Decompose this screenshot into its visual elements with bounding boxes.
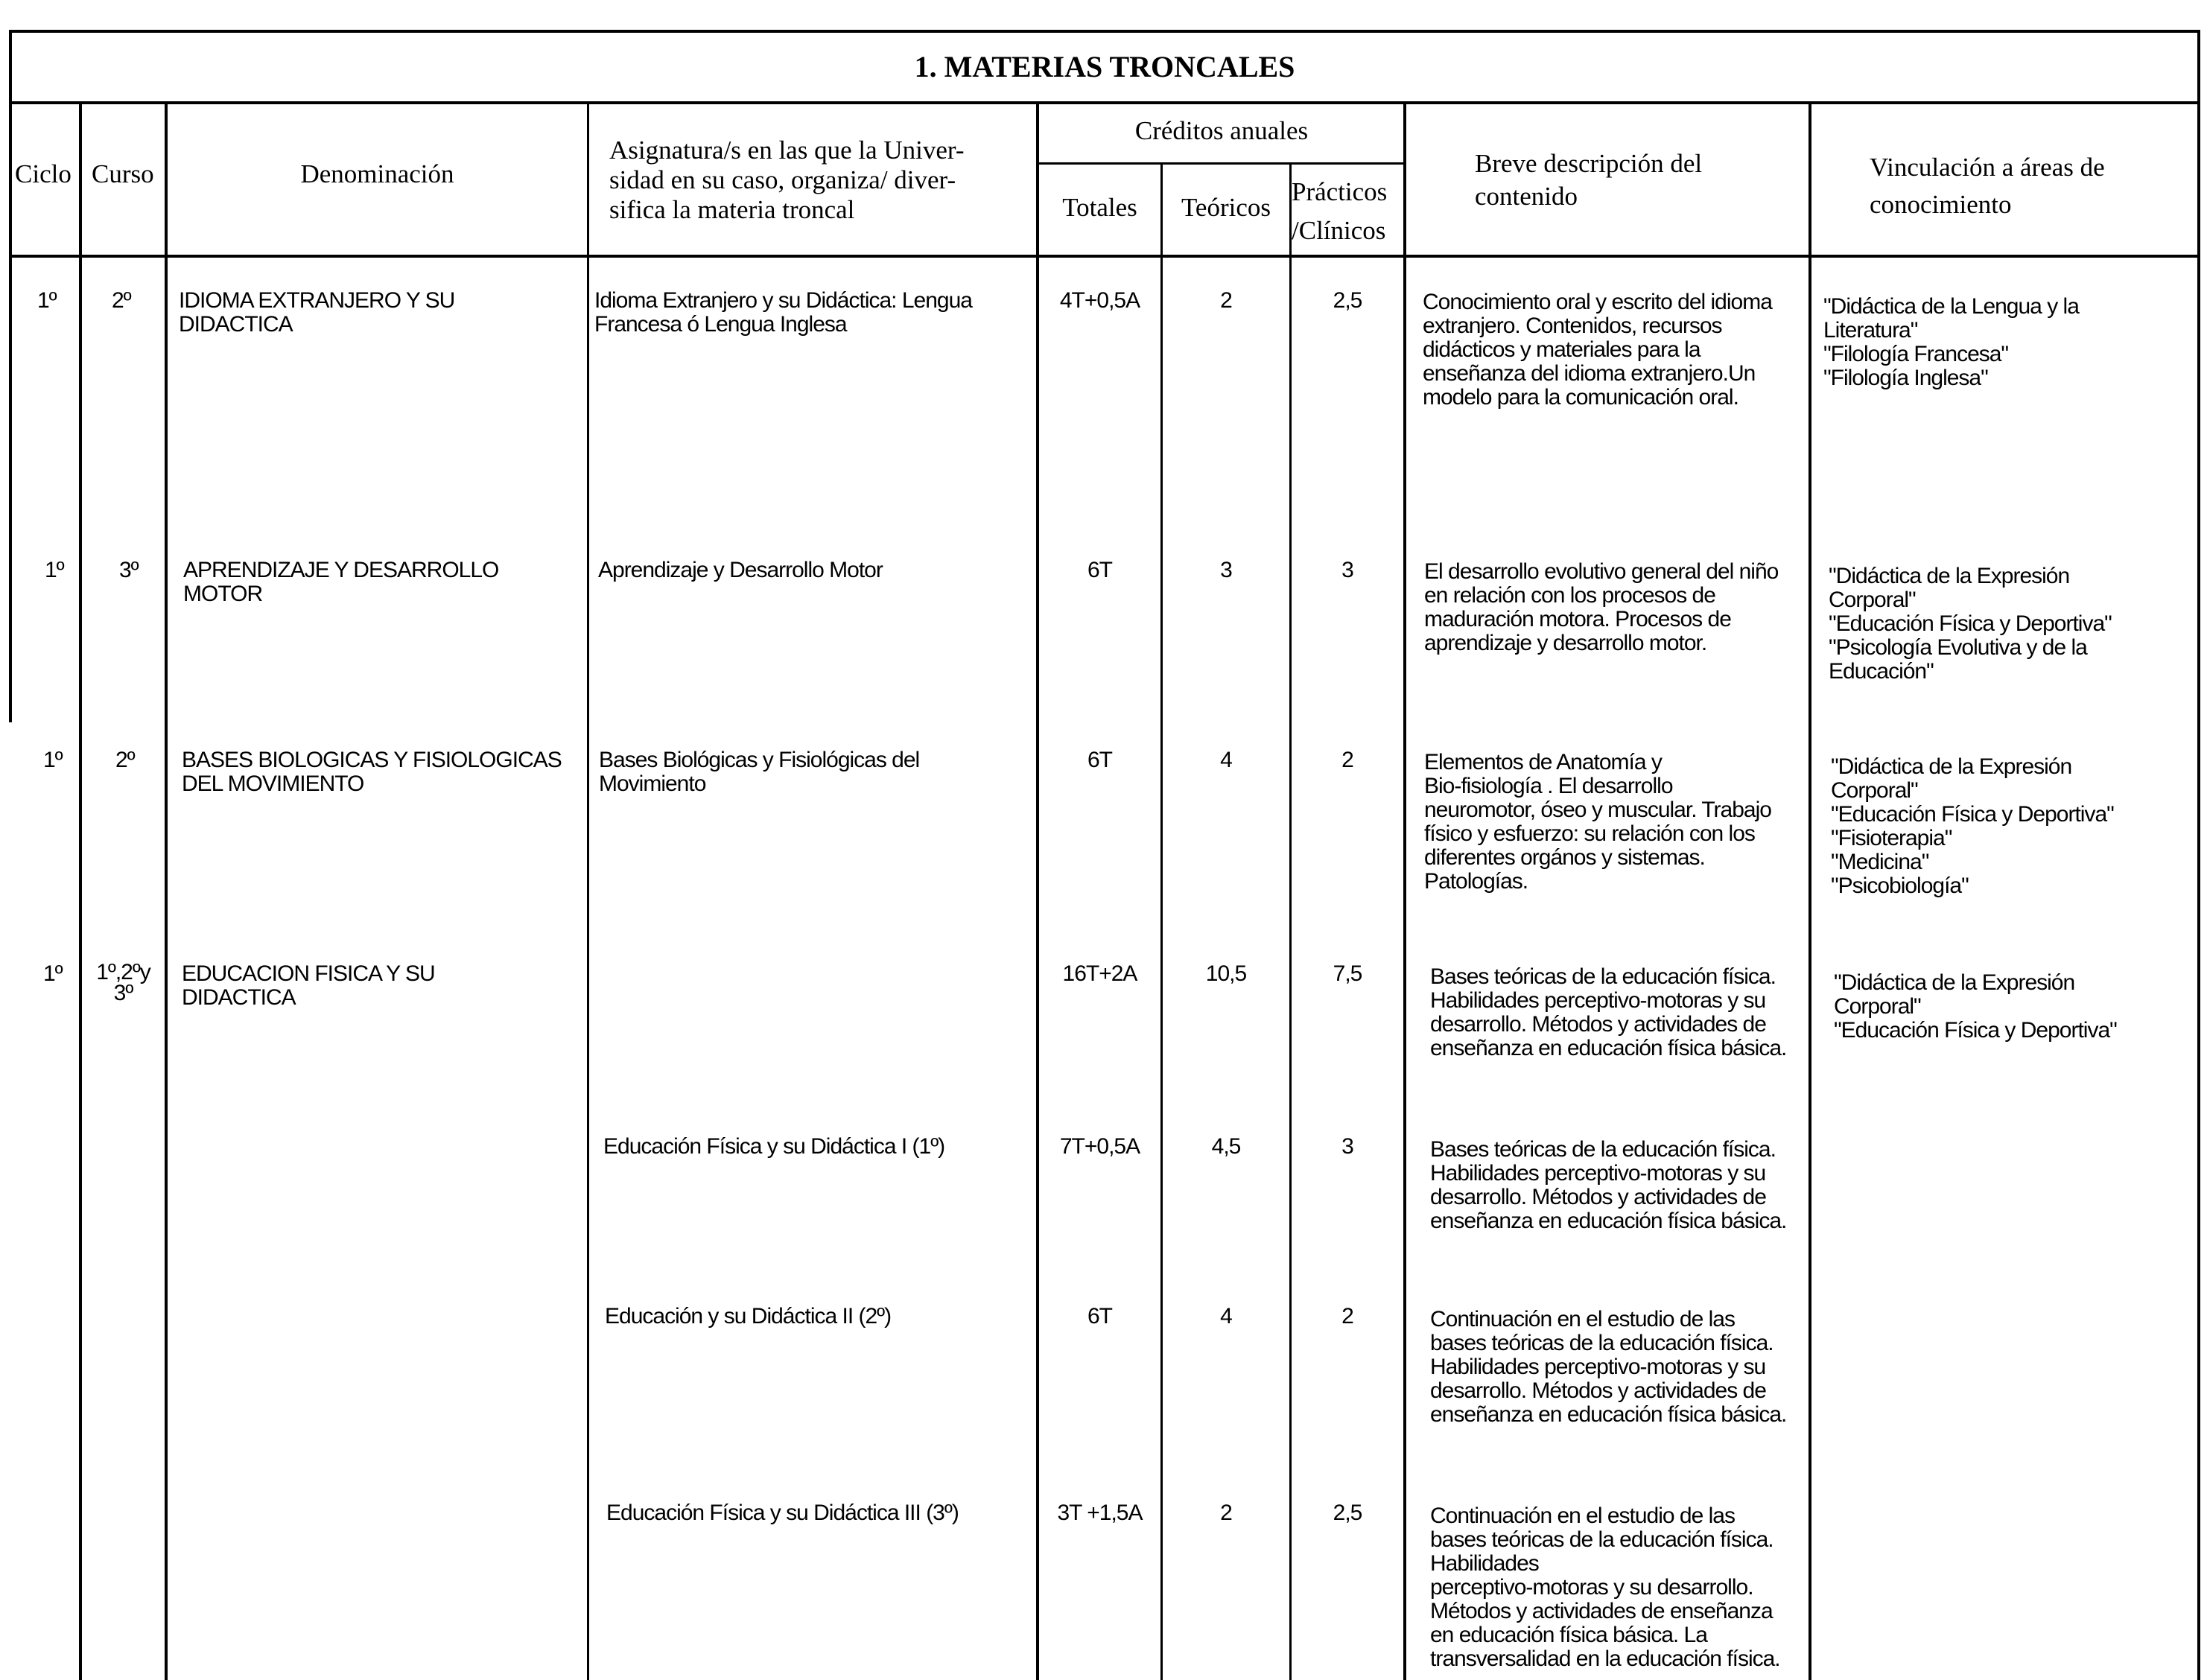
row4-denominacion: EDUCACION FISICA Y SU DIDACTICA [182,961,435,1010]
row3-descripcion: Elementos de Anatomía y Bio-fisiología . El desarrollo neuromotor, óseo y muscular. Trabajo físico y esfuerzo: su relación con los diferentes orgános y sistemas. Patologías. [1424,750,1771,894]
table-right-border [2197,30,2200,1680]
row4-practicos: 7,5 [1333,961,1362,986]
col-divider-practicos [1403,103,1406,1680]
header-curso: Curso [92,159,154,188]
row4-descripcion: Bases teóricas de la educación física. Habilidades perceptivo-motoras y su desarrollo. Métodos y actividades de enseñanza en educación física básica. [1430,964,1787,1060]
row4-curso: 1º,2ºy 3º [96,960,150,1005]
header-totales: Totales [1062,193,1137,222]
header-ciclo: Ciclo [15,159,72,188]
row7-practicos: 2,5 [1333,1501,1362,1525]
col-divider-curso [165,103,168,1680]
row2-practicos: 3 [1341,558,1353,582]
row3-practicos: 2 [1341,748,1353,772]
col-divider-ciclo [79,103,82,1680]
row3-curso: 2º [115,748,135,772]
col-divider-teoricos [1289,163,1292,1680]
row4-vinculacion: "Didáctica de la Expresión Corporal" "Educación Física y Deportiva" [1834,970,2117,1043]
header-practicos: Prácticos /Clínicos [1292,177,1388,245]
col-divider-asignatura [1036,103,1039,1680]
row2-teoricos: 3 [1220,558,1232,582]
creditos-subheader-line [1037,162,1405,165]
header-asignatura: Asignatura/s en las que la Univer- sidad en su caso, organiza/ diver- sifica la materia troncal [609,136,965,224]
header-descripcion: Breve descripción del contenido [1475,149,1703,211]
row5-totales: 7T+0,5A [1059,1134,1140,1159]
row6-practicos: 2 [1341,1304,1353,1329]
row1-vinculacion: "Didáctica de la Lengua y la Literatura" "Filología Francesa" "Filología Inglesa" [1823,294,2079,390]
row4-totales: 16T+2A [1062,961,1137,986]
row1-denominacion: IDIOMA EXTRANJERO Y SU DIDACTICA [179,288,455,337]
row4-ciclo: 1º [43,961,63,986]
row4-teoricos: 10,5 [1205,961,1247,986]
row2-ciclo: 1º [45,558,64,582]
header-bottom-line [9,255,2200,258]
header-creditos: Créditos anuales [1134,116,1309,145]
row5-teoricos: 4,5 [1211,1134,1241,1159]
row5-descripcion: Bases teóricas de la educación física. Habilidades perceptivo-motoras y su desarrollo. Métodos y actividades de enseñanza en educación física básica. [1430,1137,1787,1233]
row7-asignatura: Educación Física y su Didáctica III (3º) [606,1501,959,1525]
row6-descripcion: Continuación en el estudio de las bases teóricas de la educación física. Habilidades perceptivo-motoras y su desarrollo. Métodos y actividades de enseñanza en educación física básica. [1430,1307,1787,1427]
row7-teoricos: 2 [1220,1501,1232,1525]
row7-totales: 3T +1,5A [1057,1501,1143,1525]
row2-descripcion: El desarrollo evolutivo general del niño en relación con los procesos de maduración motora. Procesos de aprendizaje y desarrollo motor. [1424,559,1779,655]
header-denominacion: Denominación [300,159,454,188]
row3-denominacion: BASES BIOLOGICAS Y FISIOLOGICAS DEL MOVIMIENTO [182,748,562,796]
row5-practicos: 3 [1341,1134,1353,1159]
row6-asignatura: Educación y su Didáctica II (2º) [605,1304,892,1329]
col-divider-descripcion [1809,103,1811,1680]
row3-teoricos: 4 [1220,748,1232,772]
row2-asignatura: Aprendizaje y Desarrollo Motor [598,558,883,582]
header-vinculacion: Vinculación a áreas de conocimiento [1870,153,2105,219]
table-left-border [9,30,12,722]
row2-denominacion: APRENDIZAJE Y DESARROLLO MOTOR [183,558,499,606]
col-divider-totales [1160,163,1163,1680]
row6-totales: 6T [1087,1304,1112,1329]
col-divider-denominacion [587,103,589,1680]
row1-teoricos: 2 [1220,288,1232,313]
row5-asignatura: Educación Física y su Didáctica I (1º) [603,1134,945,1159]
row2-curso: 3º [119,558,139,582]
row1-totales: 4T+0,5A [1059,288,1140,313]
row2-totales: 6T [1087,558,1112,582]
row2-vinculacion: "Didáctica de la Expresión Corporal" "Educación Física y Deportiva" "Psicología Evolutiva y de la Educación" [1829,564,2112,684]
table-top-border [9,30,2200,33]
page-title: 1. MATERIAS TRONCALES [914,50,1295,83]
row3-totales: 6T [1087,748,1112,772]
row7-descripcion: Continuación en el estudio de las bases teóricas de la educación física. Habilidades perceptivo-motoras y su desarrollo. Métodos y actividades de enseñanza en educación física básica. La transversalidad en la educación física. [1430,1504,1780,1671]
row1-curso: 2º [112,288,131,313]
title-divider [9,101,2200,104]
row1-asignatura: Idioma Extranjero y su Didáctica: Lengua Francesa ó Lengua Inglesa [594,288,972,337]
row1-descripcion: Conocimiento oral y escrito del idioma extranjero. Contenidos, recursos didácticos y materiales para la enseñanza del idioma extranjero.Un modelo para la comunicación oral. [1423,290,1772,410]
row1-practicos: 2,5 [1333,288,1362,313]
row3-asignatura: Bases Biológicas y Fisiológicas del Movimiento [599,748,920,796]
header-teoricos: Teóricos [1181,193,1271,222]
row6-teoricos: 4 [1220,1304,1232,1329]
row3-vinculacion: "Didáctica de la Expresión Corporal" "Educación Física y Deportiva" "Fisioterapia" "Medicina" "Psicobiología" [1831,754,2114,898]
row3-ciclo: 1º [43,748,63,772]
row1-ciclo: 1º [37,288,57,313]
